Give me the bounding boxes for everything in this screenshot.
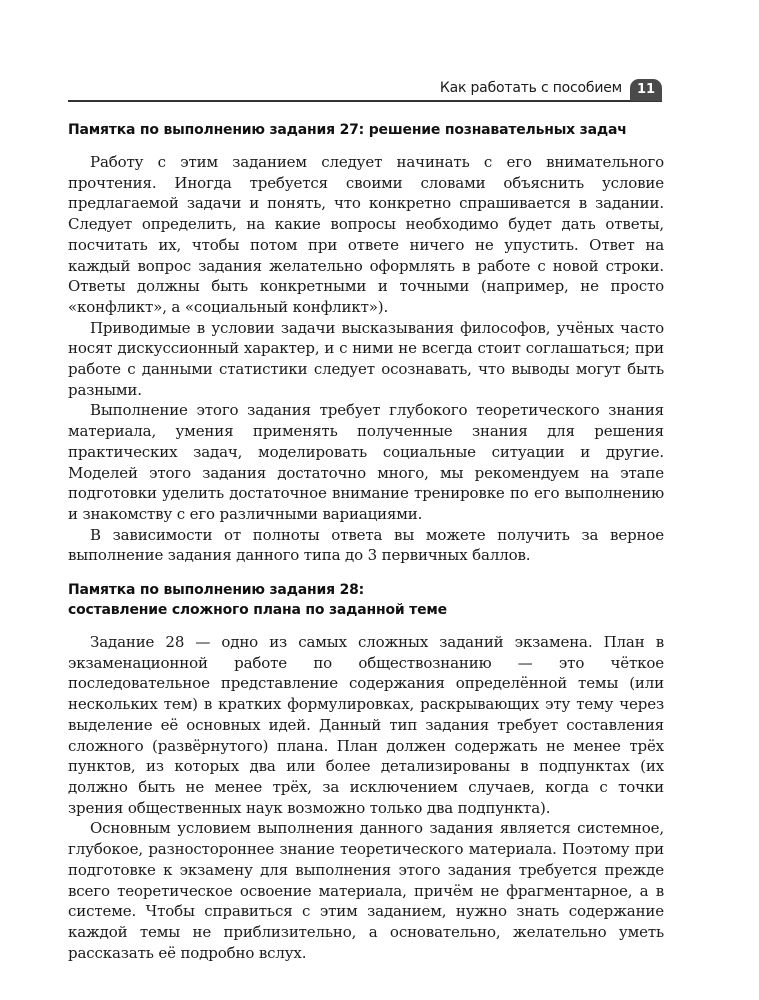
paragraph: Основным условием выполнения данного задания является системное, глубокое, разностороннее знание теоретического материала. Поэтому при подготовке к экзамену для выполнения этого задания требуется прежде всего теоретическое освоение материала, причём не фрагментарное, а в системе. Чтобы справиться с этим заданием, нужно знать содержание каждой темы не приблизительно, а основательно, желательно уметь рассказать её подробно вслух. [68, 819, 664, 962]
section-heading [68, 120, 664, 140]
paragraph: Задание 28 — одно из самых сложных заданий экзамена. План в экзаменационной работе по обществознанию — это чёткое последовательное представление содержания определённой темы (или нескольких тем) в кратких формулировках, раскрывающих эту тему через выделение её основных идей. Данный тип задания требует составления сложного (развёрнутого) плана. План должен содержать не менее трёх пунктов, из которых два или более детализированы в подпунктах (их должно быть не менее трёх, за исключением случаев, когда с точки зрения общественных наук возможно только два подпункта). [68, 633, 664, 817]
page-number-badge: 11 [630, 79, 662, 101]
page-content [68, 120, 664, 963]
header-rule [68, 100, 662, 102]
page-header [68, 79, 662, 101]
section-heading-line: Памятка по выполнению задания 27: решение познавательных задач [68, 122, 627, 138]
paragraph: Выполнение этого задания требует глубокого теоретического знания материала, умения применять полученные знания для решения практических задач, моделировать социальные ситуации и другие. Моделей этого задания достаточно много, мы рекомендуем на этапе подготовки уделить достаточное внимание тренировке по его выполнению и знакомству с его различными вариациями. [68, 401, 664, 523]
section-heading-line: Памятка по выполнению задания 28: [68, 582, 365, 599]
header-title: Как работать с пособием [439, 80, 622, 96]
paragraph: Приводимые в условии задачи высказывания философов, учёных часто носят дискуссионный характер, и с ними не всегда стоит соглашаться; при работе с данными статистики следует осознавать, что выводы могут быть разными. [68, 318, 664, 399]
section-heading [68, 580, 664, 620]
paragraph: Работу с этим заданием следует начинать с его внимательного прочтения. Иногда требуется своими словами объяснить условие предлагаемой задачи и понять, что конкретно спрашивается в задании. Следует определить, на какие вопросы необходимо будет дать ответы, посчитать их, чтобы потом при ответе ничего не упустить. Ответ на каждый вопрос задания желательно оформлять в работе с новой строки. Ответы должны быть конкретными и точными (например, не просто «конфликт», а «социальный конфликт»). [68, 153, 664, 316]
section-heading-line: составление сложного плана по заданной теме [68, 602, 447, 619]
section-task-27 [68, 120, 664, 566]
section-task-28 [68, 580, 664, 963]
paragraph: В зависимости от полноты ответа вы можете получить за верное выполнение задания данного типа до 3 первичных баллов. [68, 525, 664, 565]
